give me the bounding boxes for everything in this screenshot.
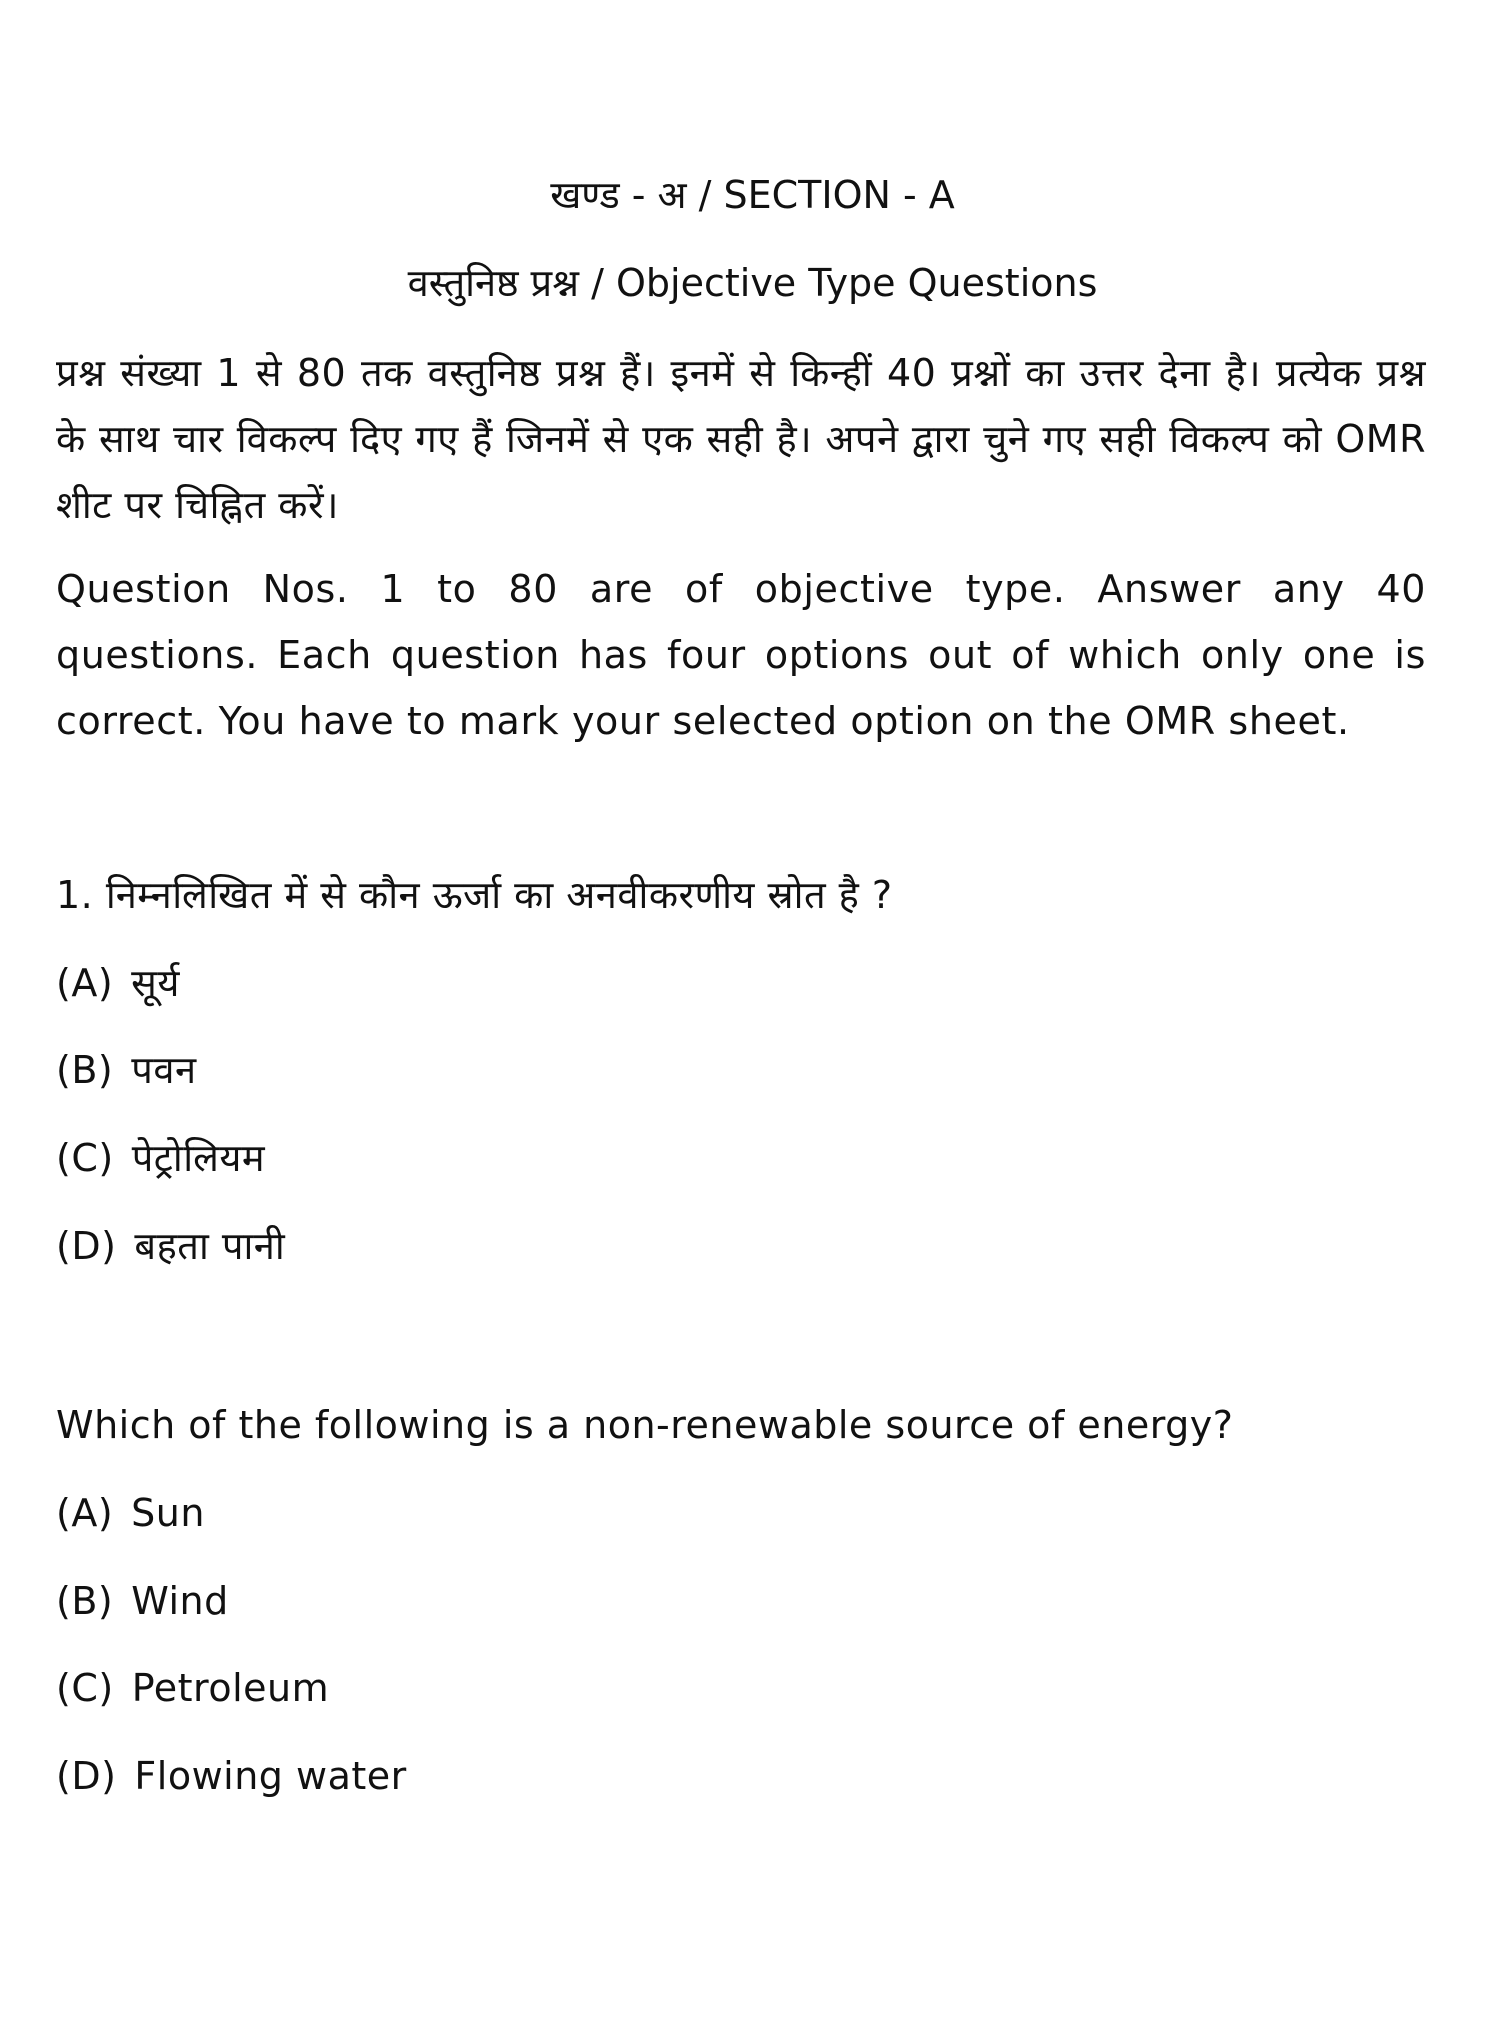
option-label: (B) <box>56 1048 114 1092</box>
option-text: बहता पानी <box>134 1224 286 1268</box>
option-label: (A) <box>56 1491 114 1535</box>
option-text: सूर्य <box>131 961 180 1005</box>
option-label: (D) <box>56 1754 117 1798</box>
english-option-b <box>56 1578 229 1624</box>
english-option-c <box>56 1665 329 1711</box>
question-1-hindi <box>56 872 893 918</box>
instructions-english: Question Nos. 1 to 80 are of objective type. Answer any 40 questions. Each question has four options out of which only one is correct. You have to mark your selected option on the OMR sheet. <box>56 567 1426 743</box>
option-text: Flowing water <box>134 1754 407 1798</box>
option-label: (B) <box>56 1579 114 1623</box>
english-option-d <box>56 1753 407 1799</box>
option-label: (C) <box>56 1666 114 1710</box>
option-text: पेट्रोलियम <box>131 1136 266 1180</box>
option-text: Wind <box>131 1579 229 1623</box>
section-heading: खण्ड - अ / SECTION - A <box>550 173 955 217</box>
option-text: पवन <box>131 1048 197 1092</box>
english-option-a <box>56 1490 205 1536</box>
question-number: 1. <box>56 873 94 917</box>
option-text: Petroleum <box>131 1666 330 1710</box>
hindi-option-d <box>56 1223 285 1269</box>
section-subheading: वस्तुनिष्ठ प्रश्न / Objective Type Questions <box>407 261 1098 305</box>
option-label: (A) <box>56 961 114 1005</box>
question-text-hindi: निम्नलिखित में से कौन ऊर्जा का अनवीकरणीय स्रोत है ? <box>105 873 893 917</box>
option-label: (D) <box>56 1224 117 1268</box>
option-text: Sun <box>131 1491 205 1535</box>
question-1-english: Which of the following is a non-renewable source of energy? <box>56 1403 1234 1447</box>
hindi-option-b <box>56 1047 197 1093</box>
option-label: (C) <box>56 1136 114 1180</box>
hindi-option-c <box>56 1135 265 1181</box>
instructions-hindi: प्रश्न संख्या 1 से 80 तक वस्तुनिष्ठ प्रश्न हैं। इनमें से किन्हीं 40 प्रश्नों का उत्तर देना है। प्रत्येक प्रश्न के साथ चार विकल्प दिए गए हैं जिनमें से एक सही है। अपने द्वारा चुने गए सही विकल्प को OMR शीट पर चिह्नित करें। <box>56 351 1426 527</box>
hindi-option-a <box>56 960 180 1006</box>
